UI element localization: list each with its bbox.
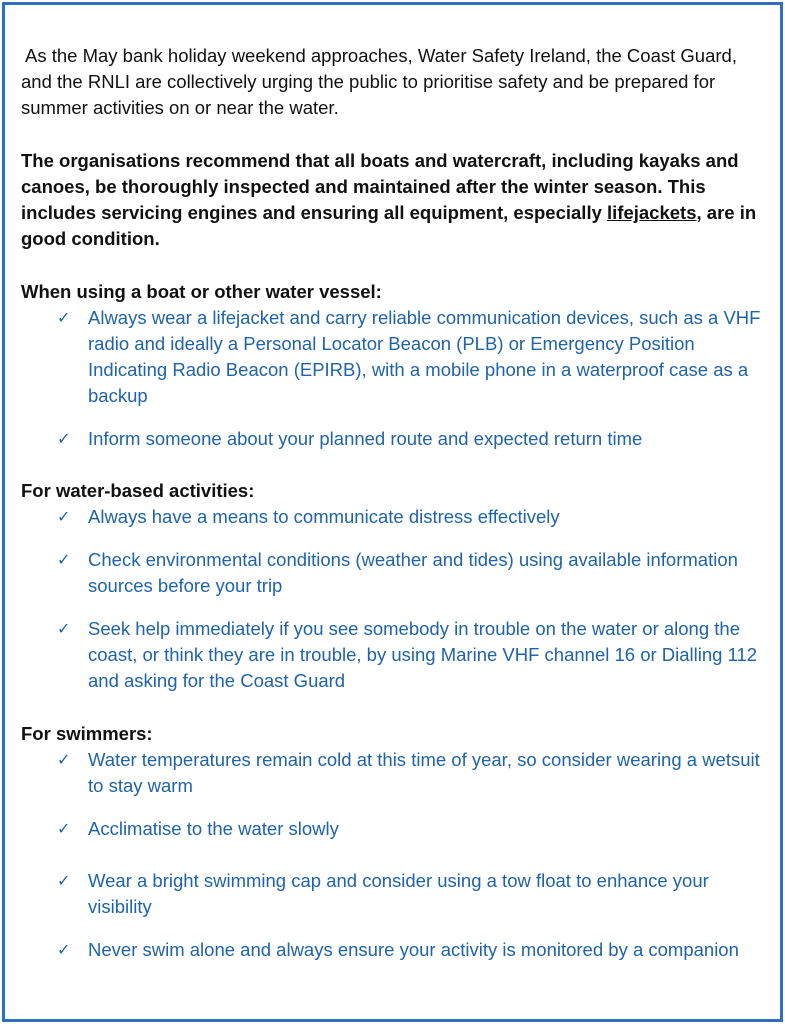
- section-heading-swimmers: For swimmers:: [21, 723, 153, 744]
- list-item: [21, 816, 766, 842]
- list-item-text: Inform someone about your planned route and expected return time: [88, 428, 643, 449]
- intro-paragraph: As the May bank holiday weekend approaches, Water Safety Ireland, the Coast Guard, and the RNLI are collectively urging the public to prioritise safety and be prepared for summer activities on or near the water.: [21, 45, 737, 118]
- list-item: [21, 937, 766, 963]
- checkmark-icon: ✓: [57, 429, 71, 448]
- list-item: [21, 547, 766, 599]
- list-item: [21, 747, 766, 799]
- checkmark-icon: ✓: [57, 550, 71, 569]
- list-item-text: Always have a means to communicate distress effectively: [88, 506, 560, 527]
- list-item-text: Always wear a lifejacket and carry reliable communication devices, such as a VHF radio and ideally a Personal Locator Beacon (PLB) or Emergency Position Indicating Radio Beacon (EPIRB), with a mobile phone in a waterproof case as a backup: [88, 307, 761, 406]
- list-item-text: Acclimatise to the water slowly: [88, 818, 339, 839]
- checklist-swimmers: [21, 747, 766, 963]
- list-item: [21, 426, 766, 452]
- document-frame: [2, 2, 783, 1022]
- list-item: [21, 504, 766, 530]
- checkmark-icon: ✓: [57, 819, 71, 838]
- checkmark-icon: ✓: [57, 871, 71, 890]
- checkmark-icon: ✓: [57, 619, 71, 638]
- recommendation-text-end: , are in good condition.: [21, 202, 757, 249]
- list-item-text: Wear a bright swimming cap and consider using a tow float to enhance your visibility: [88, 870, 709, 917]
- list-item-text: Check environmental conditions (weather and tides) using available information sources before your trip: [88, 549, 738, 596]
- list-item: [21, 616, 766, 694]
- lifejackets-link[interactable]: lifejackets: [607, 202, 697, 223]
- document-content: [21, 43, 766, 963]
- section-heading-boats: When using a boat or other water vessel:: [21, 281, 382, 302]
- list-item-text: Water temperatures remain cold at this time of year, so consider wearing a wetsuit to stay warm: [88, 749, 760, 796]
- checkmark-icon: ✓: [57, 507, 71, 526]
- checkmark-icon: ✓: [57, 308, 71, 327]
- recommendation-text: The organisations recommend that all boats and watercraft, including kayaks and canoes, be thoroughly inspected and maintained after the winter season. This includes servicing engines and ensuring all equipment, especially: [21, 150, 739, 223]
- checklist-boats: [21, 305, 766, 452]
- checkmark-icon: ✓: [57, 750, 71, 769]
- section-heading-activities: For water-based activities:: [21, 480, 255, 501]
- recommendation-paragraph: [21, 148, 766, 252]
- list-item-text: Never swim alone and always ensure your activity is monitored by a companion: [88, 939, 739, 960]
- list-item: [21, 868, 766, 920]
- list-item: [21, 305, 766, 409]
- checklist-activities: [21, 504, 766, 694]
- checkmark-icon: ✓: [57, 940, 71, 959]
- list-item-text: Seek help immediately if you see somebody in trouble on the water or along the coast, or think they are in trouble, by using Marine VHF channel 16 or Dialling 112 and asking for the Coast Guard: [88, 618, 758, 691]
